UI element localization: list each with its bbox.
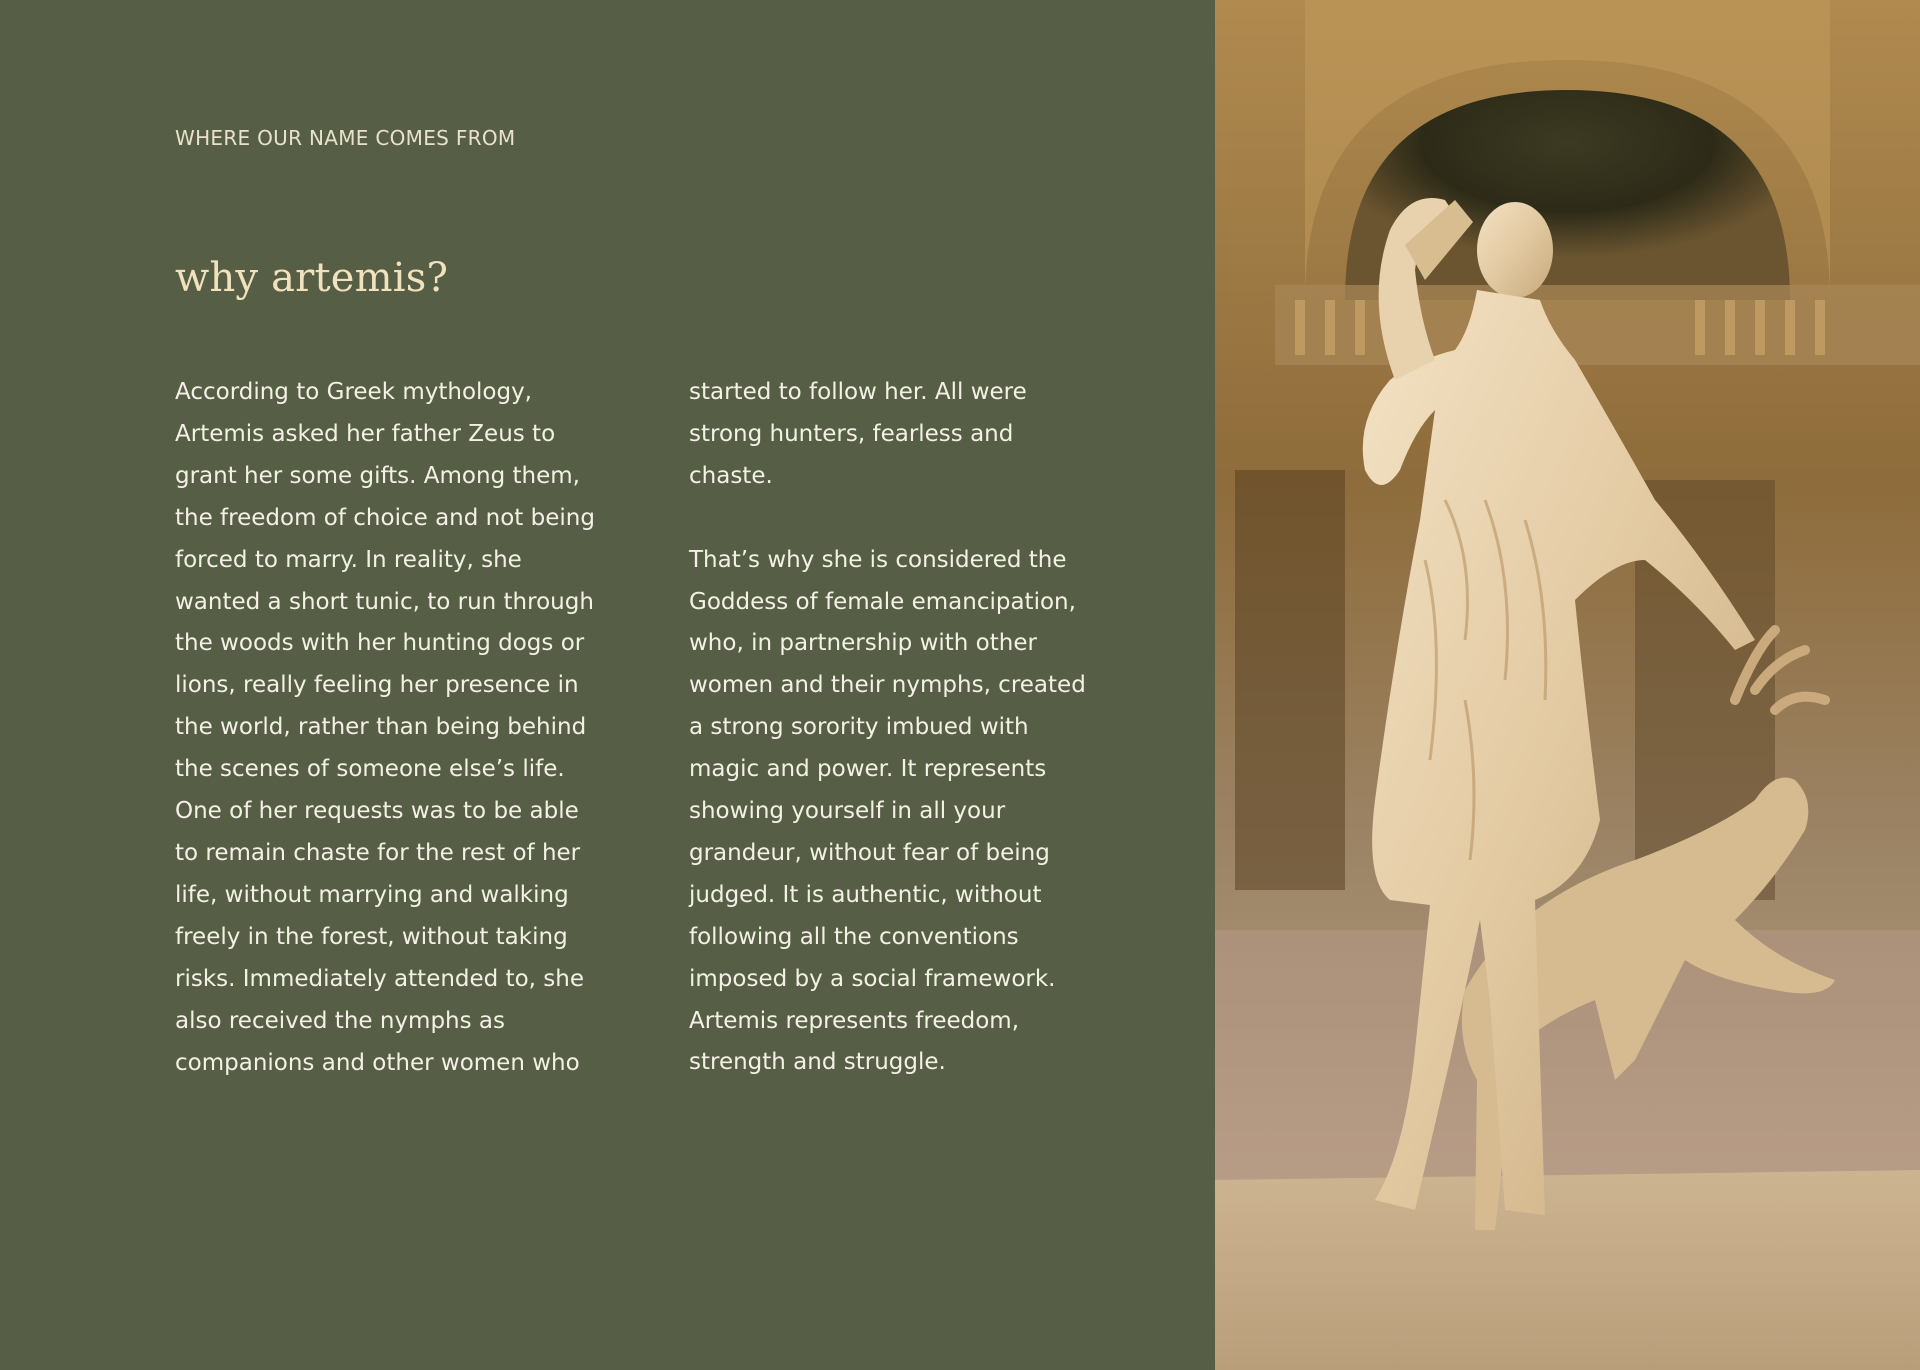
section-eyebrow: WHERE OUR NAME COMES FROM	[175, 126, 516, 150]
page-title: why artemis?	[175, 255, 449, 301]
body-column-2	[689, 372, 1089, 1084]
body-paragraph: According to Greek mythology, Artemis asked her father Zeus to grant her some gifts. Among them, the freedom of choice and not being forced to marry. In reality, she wanted a short tunic, to run through the woods with her hunting dogs or lions, really feeling her presence in the world, rather than being behind the scenes of someone else’s life. One of her requests was to be able to remain chaste for the rest of her life, without marrying and walking freely in the forest, without taking risks. Immediately attended to, she also received the nymphs as companions and other women who	[175, 379, 595, 1076]
body-paragraph: That’s why she is considered the Goddess of female emancipation, who, in partnership with other women and their nymphs, created a strong sorority imbued with magic and power. It represents showing yourself in all your grandeur, without fear of being judged. It is authentic, without following all the conventions imposed by a social framework. Artemis represents freedom, strength and struggle.	[689, 546, 1086, 1076]
body-paragraph: started to follow her. All were strong hunters, fearless and chaste.	[689, 379, 1027, 489]
artemis-statue-photo	[1215, 0, 1920, 1370]
body-column-1	[175, 372, 605, 1084]
